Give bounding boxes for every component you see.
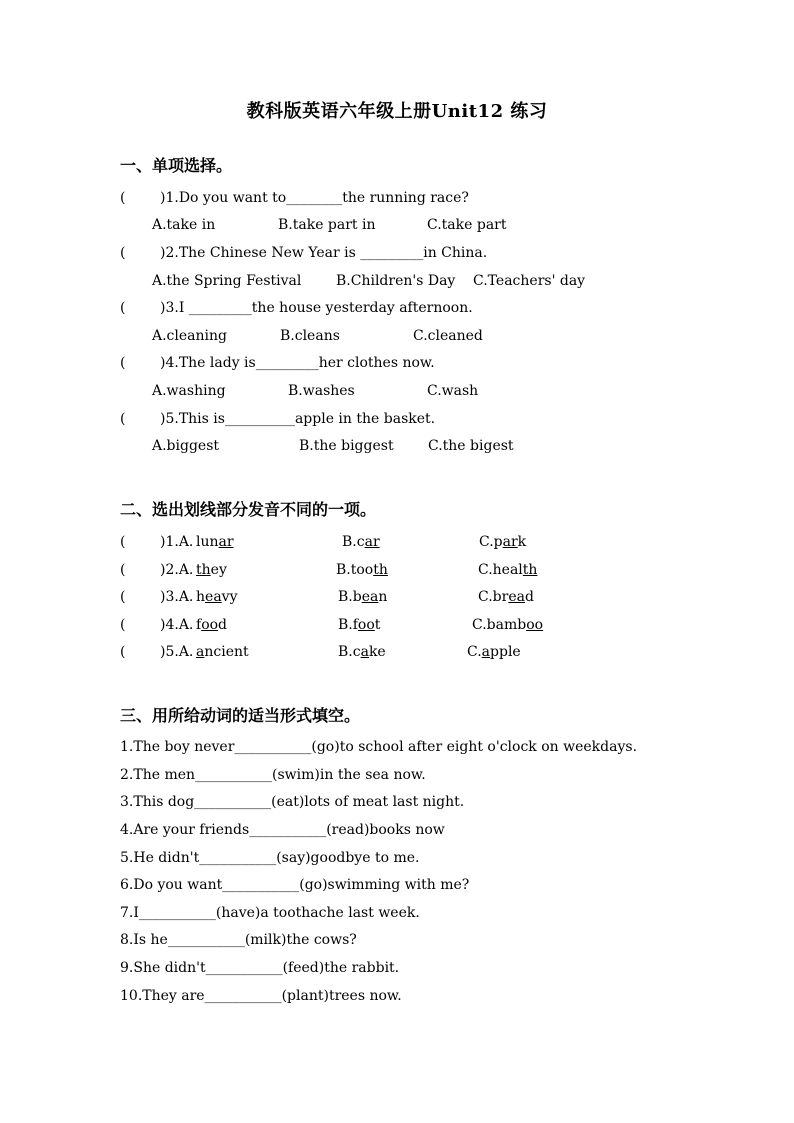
item-number: )3.A. bbox=[160, 589, 194, 605]
section3-heading: 三、用所给动词的适当形式填空。 bbox=[120, 706, 361, 725]
option-b: B.bean bbox=[338, 589, 388, 605]
option-b: B.tooth bbox=[336, 562, 388, 578]
item-number: )1.A. bbox=[160, 534, 194, 550]
fill-line-9: 9.She didn't___________(feed)the rabbit. bbox=[120, 960, 400, 976]
answer-paren: ( bbox=[120, 245, 126, 261]
option-c: C.apple bbox=[467, 644, 521, 660]
option-a: A.washing bbox=[152, 383, 226, 399]
option-a: lunar bbox=[196, 534, 234, 550]
option-c: C.take part bbox=[427, 217, 507, 233]
option-b: B.Children's Day bbox=[336, 273, 456, 289]
answer-paren: ( bbox=[120, 562, 126, 578]
answer-paren: ( bbox=[120, 534, 126, 550]
fill-line-10: 10.They are___________(plant)trees now. bbox=[120, 988, 402, 1004]
fill-line-6: 6.Do you want___________(go)swimming with me? bbox=[120, 877, 470, 893]
answer-paren: ( bbox=[120, 644, 126, 660]
fill-line-3: 3.This dog___________(eat)lots of meat last night. bbox=[120, 794, 465, 810]
question-text: )2.The Chinese New Year is _________in China. bbox=[160, 245, 488, 261]
option-a: A.the Spring Festival bbox=[152, 273, 302, 289]
item-number: )2.A. bbox=[160, 562, 194, 578]
fill-line-7: 7.I___________(have)a toothache last week. bbox=[120, 905, 420, 921]
option-a: A.cleaning bbox=[152, 328, 227, 344]
option-a: they bbox=[196, 562, 227, 578]
option-b: B.cake bbox=[338, 644, 386, 660]
fill-line-1: 1.The boy never___________(go)to school after eight o'clock on weekdays. bbox=[120, 739, 638, 755]
answer-paren: ( bbox=[120, 355, 126, 371]
section1-heading: 一、单项选择。 bbox=[120, 156, 233, 175]
option-b: B.the biggest bbox=[299, 438, 394, 454]
option-b: B.car bbox=[342, 534, 380, 550]
option-b: B.foot bbox=[338, 617, 381, 633]
question-text: )1.Do you want to________the running race? bbox=[160, 190, 469, 206]
item-number: )5.A. bbox=[160, 644, 194, 660]
option-c: C.health bbox=[478, 562, 538, 578]
question-text: )5.This is__________apple in the basket. bbox=[160, 411, 436, 427]
question-text: )3.I _________the house yesterday afternoon. bbox=[160, 300, 473, 316]
option-a: A.take in bbox=[152, 217, 216, 233]
question-text: )4.The lady is_________her clothes now. bbox=[160, 355, 435, 371]
option-b: B.cleans bbox=[280, 328, 340, 344]
answer-paren: ( bbox=[120, 300, 126, 316]
option-c: C.wash bbox=[427, 383, 479, 399]
option-a: heavy bbox=[196, 589, 238, 605]
answer-paren: ( bbox=[120, 589, 126, 605]
section2-heading: 二、选出划线部分发音不同的一项。 bbox=[120, 500, 377, 519]
page-title: 教科版英语六年级上册Unit12 练习 bbox=[246, 101, 548, 122]
fill-line-4: 4.Are your friends___________(read)books now bbox=[120, 822, 445, 838]
option-c: C.cleaned bbox=[413, 328, 483, 344]
option-a: food bbox=[196, 617, 228, 633]
fill-line-5: 5.He didn't___________(say)goodbye to me. bbox=[120, 850, 420, 866]
fill-line-2: 2.The men___________(swim)in the sea now. bbox=[120, 767, 426, 783]
option-c: C.bread bbox=[478, 589, 534, 605]
answer-paren: ( bbox=[120, 617, 126, 633]
answer-paren: ( bbox=[120, 190, 126, 206]
option-c: C.Teachers' day bbox=[473, 273, 586, 289]
fill-line-8: 8.Is he___________(milk)the cows? bbox=[120, 932, 357, 948]
option-b: B.washes bbox=[288, 383, 355, 399]
item-number: )4.A. bbox=[160, 617, 194, 633]
option-a: A.biggest bbox=[152, 438, 220, 454]
option-c: C.park bbox=[479, 534, 527, 550]
option-b: B.take part in bbox=[278, 217, 376, 233]
answer-paren: ( bbox=[120, 411, 126, 427]
option-a: ancient bbox=[196, 644, 249, 660]
option-c: C.the bigest bbox=[428, 438, 514, 454]
option-c: C.bamboo bbox=[472, 617, 544, 633]
